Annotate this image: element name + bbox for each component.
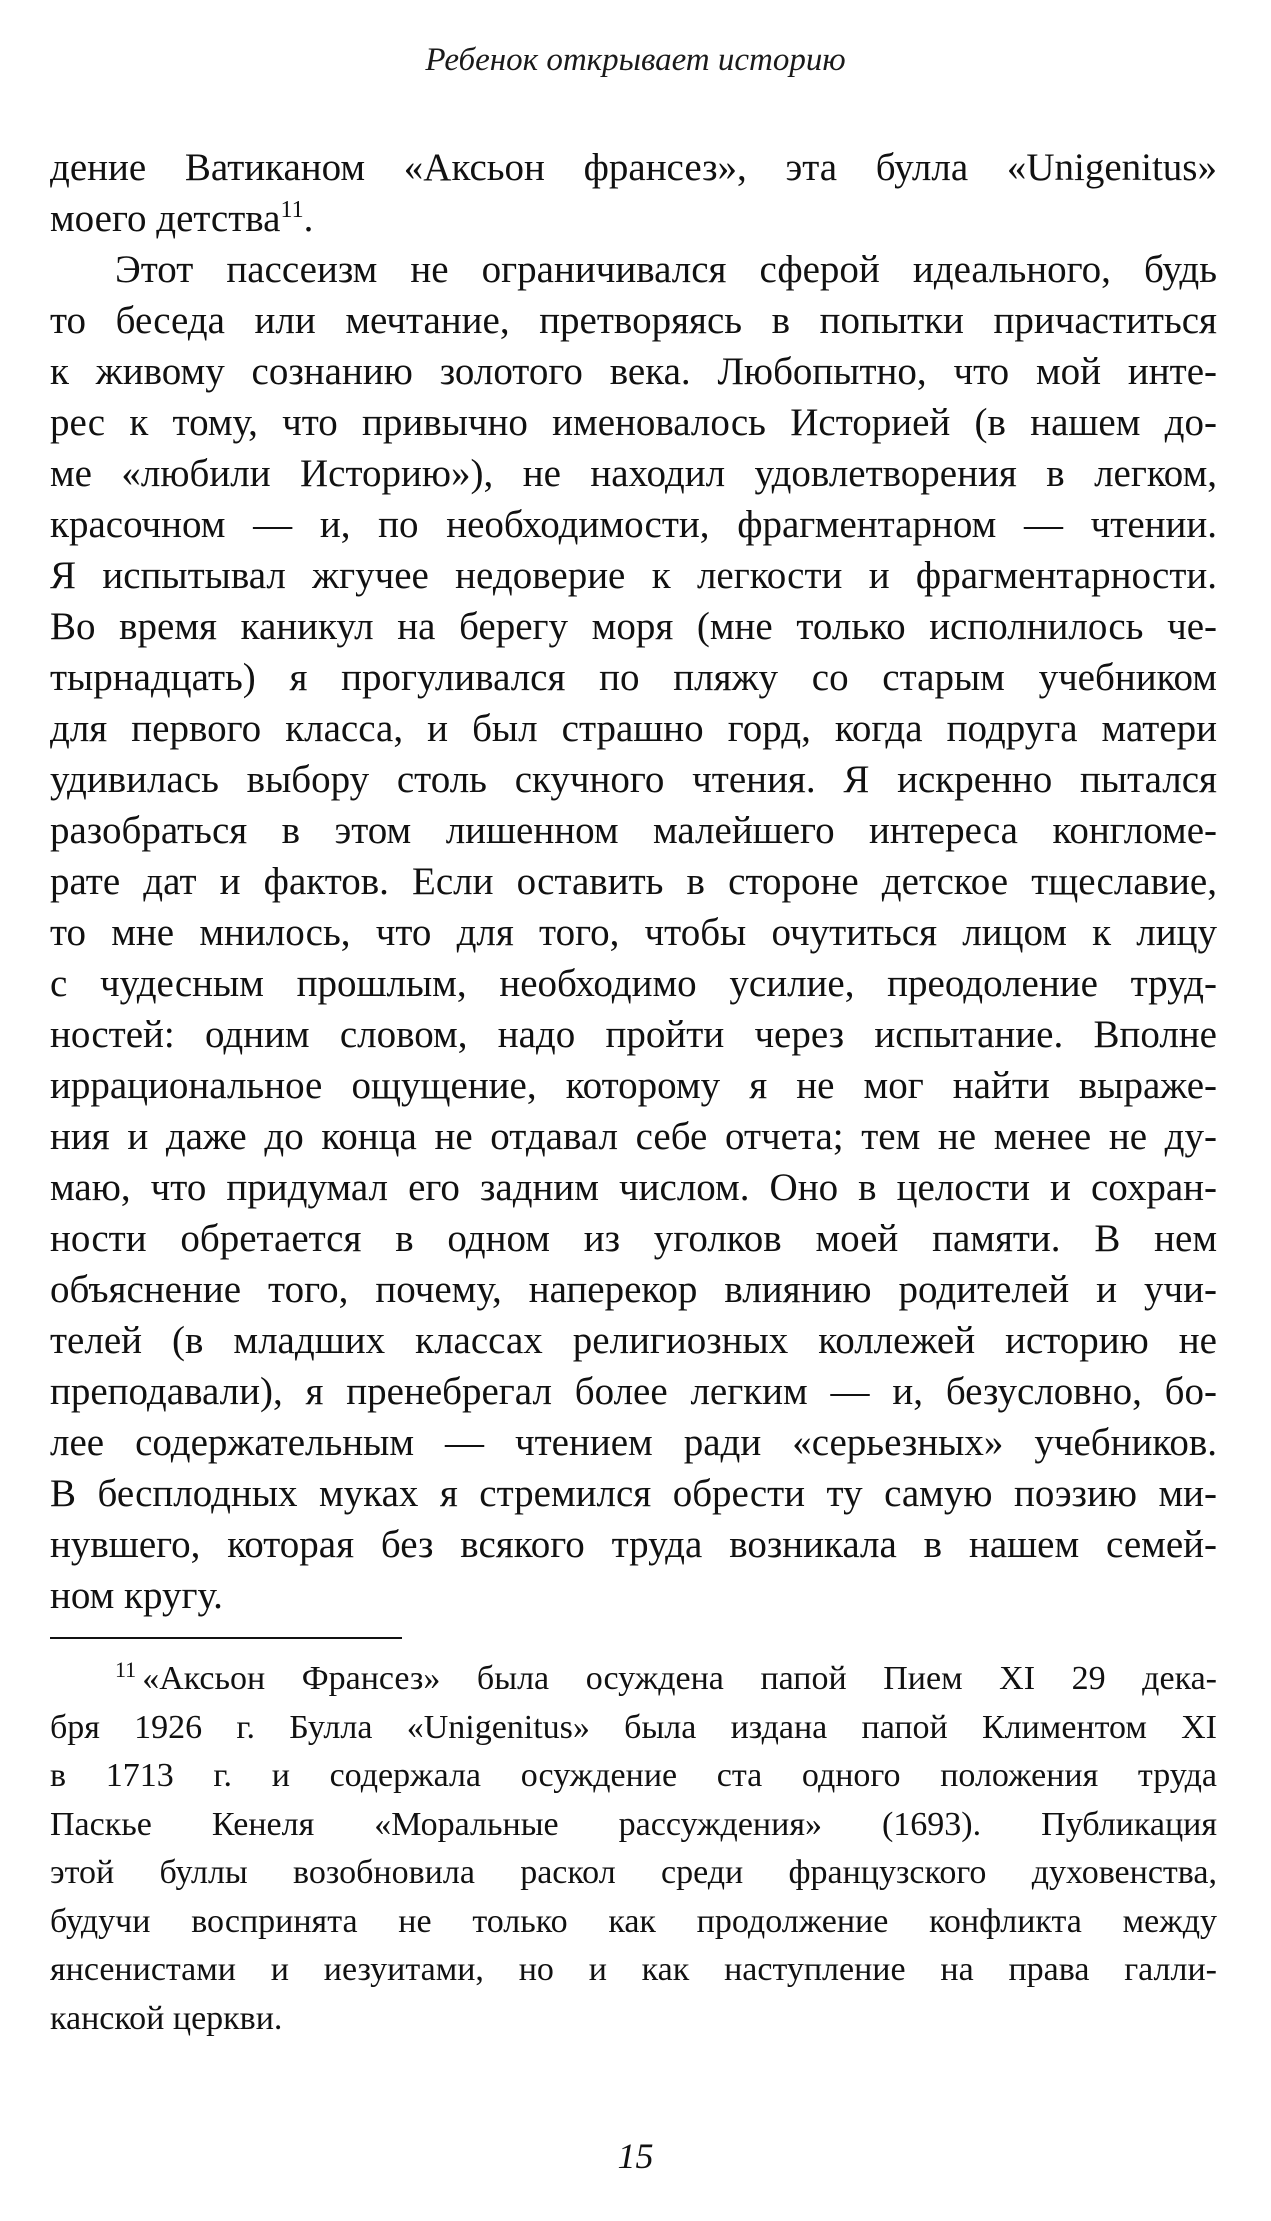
text-line: рес к тому, что привычно именовалось Историей (в нашем до- [50,401,1217,444]
text-line: лее содержательным — чтением ради «серьезных» учебников. [50,1421,1217,1464]
text-line: ном кругу. [50,1574,223,1617]
text-line: ния и даже до конца не отдавал себе отчета; тем не менее не ду- [50,1115,1217,1158]
footnote-line: Паскье Кенеля «Моральные рассуждения» (1693). Публикация [50,1805,1217,1843]
footnote-line: будучи воспринята не только как продолжение конфликта между [50,1902,1217,1940]
text-line-punct: . [303,197,314,240]
text-line: ностей: одним словом, надо пройти через испытание. Вполне [50,1013,1217,1056]
text-line: Я испытывал жгучее недоверие к легкости и фрагментарности. [50,554,1217,597]
text-line: то беседа или мечтание, претворяясь в попытки причаститься [50,299,1217,342]
text-line: преподавали), я пренебрегал более легким — и, безусловно, бо- [50,1370,1217,1413]
footnote-line: канской церкви. [50,1999,283,2037]
text-line: иррациональное ощущение, которому я не мог найти выраже- [50,1064,1217,1107]
text-line: с чудесным прошлым, необходимо усилие, преодоление труд- [50,962,1217,1005]
text-line: телей (в младших классах религиозных коллежей историю не [50,1319,1217,1362]
text-line: нувшего, которая без всякого труда возникала в нашем семей- [50,1523,1217,1566]
text-line: маю, что придумал его задним числом. Оно в целости и сохран- [50,1166,1217,1209]
text-line [50,193,1217,244]
text-line: дение Ватиканом «Аксьон франсез», эта булла «Unigenitus» [50,146,1217,189]
text-line: тырнадцать) я прогуливался по пляжу со старым учебником [50,656,1217,699]
footnote-line-content: «Аксьон Франсез» была осуждена папой Пием XI 29 дека- [142,1660,1217,1697]
text-line: для первого класса, и был страшно горд, когда подруга матери [50,707,1217,750]
text-line-content: моего детства [50,197,281,240]
text-line: красочном — и, по необходимости, фрагментарном — чтении. [50,503,1217,546]
text-line: В бесплодных муках я стремился обрести ту самую поэзию ми- [50,1472,1217,1515]
footnote-line: в 1713 г. и содержала осуждение ста одного положения труда [50,1757,1217,1794]
text-line: рате дат и фактов. Если оставить в стороне детское тщеславие, [50,860,1217,903]
footnote-separator [50,1637,402,1639]
paragraph-first-line: Этот пассеизм не ограничивался сферой идеального, будь [115,248,1217,291]
text-line: ности обретается в одном из уголков моей памяти. В нем [50,1217,1217,1260]
footnote-line: янсенистами и иезуитами, но и как наступление на права галли- [50,1951,1217,1988]
body-text [50,142,1217,1621]
footnote [50,1655,1217,2043]
running-header: Ребенок открывает историю [425,42,846,78]
footnote-line: бря 1926 г. Булла «Unigenitus» была издана папой Климентом XI [50,1708,1217,1746]
text-line: объяснение того, почему, наперекор влиянию родителей и учи- [50,1268,1217,1311]
footnote-line: этой буллы возобновила раскол среди французского духовенства, [50,1854,1217,1891]
text-line: удивилась выбору столь скучного чтения. Я искренно пытался [50,758,1217,801]
page-number: 15 [617,2136,654,2176]
footnote-line [50,1655,1217,1704]
text-line: ме «любили Историю»), не находил удовлетворения в легком, [50,452,1217,495]
text-line: Во время каникул на берегу моря (мне только исполнилось че- [50,605,1217,648]
text-line: то мне мнилось, что для того, чтобы очутиться лицом к лицу [50,911,1217,954]
text-line: разобраться в этом лишенном малейшего интереса конгломе- [50,809,1217,852]
footnote-reference[interactable]: 11 [280,197,304,223]
text-line: к живому сознанию золотого века. Любопытно, что мой инте- [50,350,1217,393]
footnote-number: 11 [115,1656,137,1682]
